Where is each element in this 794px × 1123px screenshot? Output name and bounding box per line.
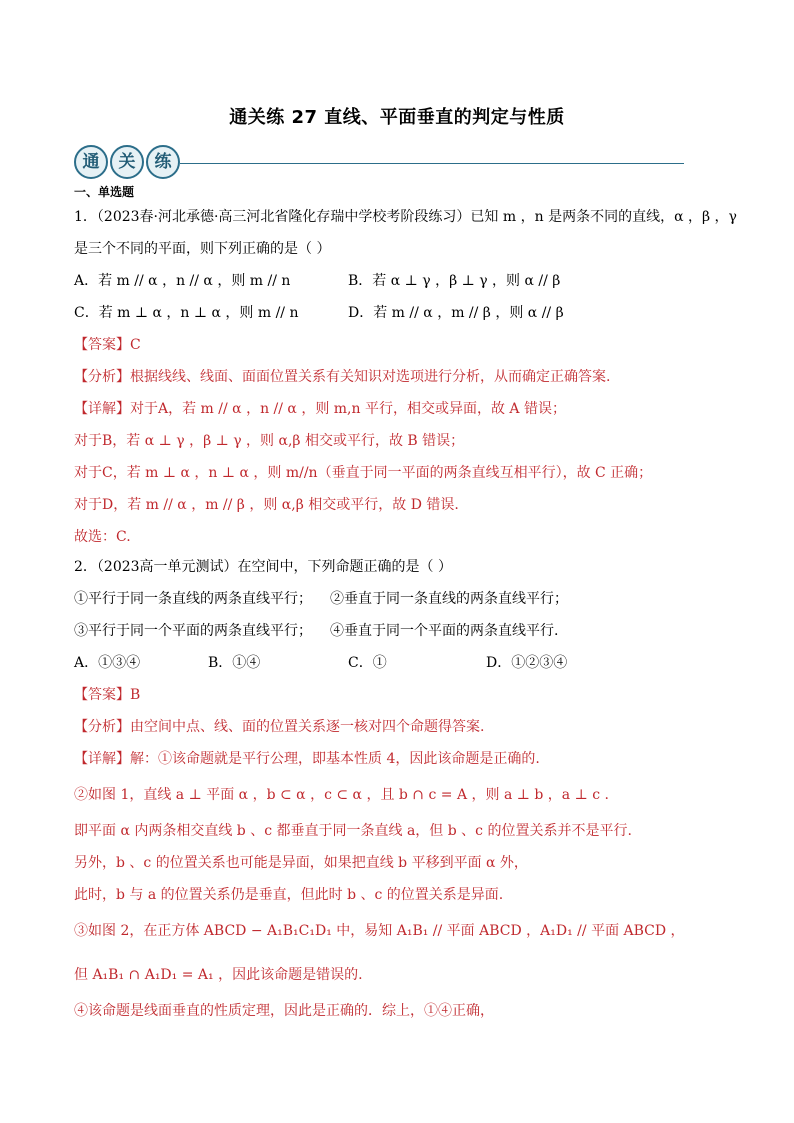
badge-lian: 练: [146, 145, 180, 179]
q2-detail-8: ④该命题是线面垂直的性质定理，因此是正确的．综上，①④正确，: [74, 1003, 494, 1019]
q1-analysis-tag: 【分析】: [74, 369, 130, 385]
q2-detail-text-1: 解：①该命题就是平行公理，即基本性质 4，因此该命题是正确的.: [130, 751, 540, 767]
q1-detail-text-1: 对于A，若 m // α ，n // α ，则 m,n 平行，相交或异面，故 A 错误；: [130, 401, 566, 417]
q2-answer-value: B: [130, 687, 141, 703]
q2-analysis-tag: 【分析】: [74, 719, 130, 735]
q1-detail-1: [74, 400, 566, 418]
q1-analysis-text: 根据线线、线面、面面位置关系有关知识对选项进行分析，从而确定正确答案.: [130, 369, 611, 385]
q2-detail-3: 即平面 α 内两条相交直线 b 、c 都垂直于同一条直线 a，但 b 、c 的位置关系并不是平行.: [74, 823, 632, 839]
q2-analysis: [74, 718, 484, 736]
q1-detail-3: 对于C，若 m ⊥ α ，n ⊥ α ，则 m//n（垂直于同一平面的两条直线互相平行），故 C 正确；: [74, 465, 653, 481]
q2-prop-4: ④垂直于同一个平面的两条直线平行.: [330, 623, 559, 639]
badge-guan: 关: [110, 145, 144, 179]
badge-tong: 通: [74, 145, 108, 179]
q2-detail-6: ③如图 2，在正方体 ABCD − A₁B₁C₁D₁ 中，易知 A₁B₁ // 平面 ABCD ，A₁D₁ // 平面 ABCD ，: [74, 923, 685, 939]
q2-answer-tag: 【答案】: [74, 687, 130, 703]
banner-divider: [180, 163, 684, 164]
q1-answer-value: C: [130, 337, 141, 353]
q2-prop-3: ③平行于同一个平面的两条直线平行；: [74, 623, 312, 639]
q1-analysis: [74, 368, 610, 386]
q2-detail-4: 另外，b 、c 的位置关系也可能是异面，如果把直线 b 平移到平面 α 外，: [74, 855, 528, 871]
q2-detail-tag: 【详解】: [74, 751, 130, 767]
q1-option-d: D．若 m // α ，m // β ，则 α // β: [348, 305, 564, 321]
q2-detail-5: 此时，b 与 a 的位置关系仍是垂直，但此时 b 、c 的位置关系是异面.: [74, 887, 504, 903]
section-banner: [74, 143, 684, 181]
q2-prop-2: ②垂直于同一条直线的两条直线平行；: [330, 591, 568, 607]
q1-detail-2: 对于B，若 α ⊥ γ ，β ⊥ γ ，则 α,β 相交或平行，故 B 错误；: [74, 433, 465, 449]
q2-detail-1: [74, 750, 540, 768]
q1-stem-line-1: 1．（2023春·河北承德·高三河北省隆化存瑞中学校考阶段练习）已知 m ，n 是两条不同的直线，α ，β ，γ: [74, 209, 737, 225]
q2-analysis-text: 由空间中点、线、面的位置关系逐一核对四个命题得答案.: [130, 719, 485, 735]
q1-option-b: B．若 α ⊥ γ ，β ⊥ γ ，则 α // β: [348, 273, 561, 289]
q1-choose: 故选：C.: [74, 529, 131, 545]
q1-option-a: A．若 m // α ，n // α ，则 m // n: [74, 273, 291, 289]
q1-detail-4: 对于D，若 m // α ，m // β ，则 α,β 相交或平行，故 D 错误.: [74, 497, 459, 513]
q2-option-c: C．①: [348, 655, 387, 671]
q1-detail-tag: 【详解】: [74, 401, 130, 417]
q2-detail-7: 但 A₁B₁ ∩ A₁D₁ = A₁ ，因此该命题是错误的.: [74, 967, 363, 983]
q1-stem-line-2: 是三个不同的平面，则下列正确的是（ ）: [74, 241, 331, 257]
q1-answer-tag: 【答案】: [74, 337, 130, 353]
q1-option-c: C．若 m ⊥ α ，n ⊥ α ，则 m // n: [74, 305, 299, 321]
q2-prop-1: ①平行于同一条直线的两条直线平行；: [74, 591, 312, 607]
q2-detail-2: ②如图 1，直线 a ⊥ 平面 α ，b ⊂ α ，c ⊂ α ，且 b ∩ c = A ，则 a ⊥ b ，a ⊥ c .: [74, 787, 609, 803]
q2-option-a: A．①③④: [74, 655, 141, 671]
q2-stem: 2．（2023高一单元测试）在空间中，下列命题正确的是（ ）: [74, 559, 452, 575]
q2-option-d: D．①②③④: [486, 655, 568, 671]
q2-option-b: B．①④: [208, 655, 261, 671]
page-title: 通关练 27 直线、平面垂直的判定与性质: [229, 107, 565, 128]
q1-answer: [74, 336, 141, 354]
q2-answer: [74, 686, 140, 704]
section-heading: 一、单选题: [74, 185, 135, 199]
